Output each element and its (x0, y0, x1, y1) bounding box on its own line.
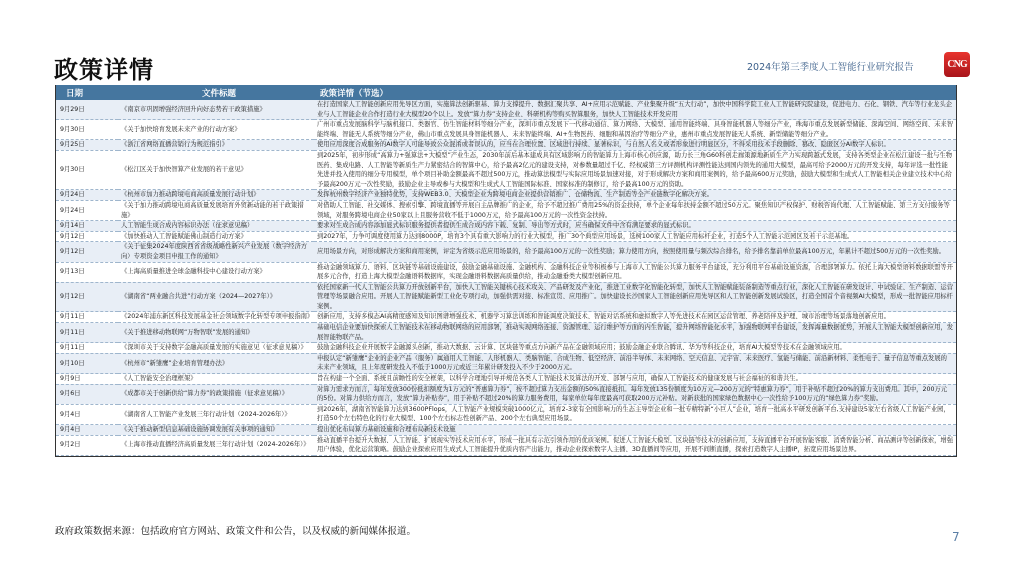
cell-date: 9月13日 (56, 262, 118, 282)
cell-title: 《杭州市加力推动跨境电商高质量发展行动计划》 (118, 190, 314, 201)
table-row (56, 353, 956, 373)
table-row (56, 312, 956, 323)
report-title: 2024年第三季度人工智能行业研究报告 (747, 62, 914, 73)
cell-title: 《上海市推动直播经济高质量发展三年行动计划（2024-2026年）》 (118, 435, 314, 455)
cell-title: 《成都市关于创新供给“算力券”的政策措施（征求意见稿）》 (118, 384, 314, 404)
cell-detail: 对算力需求方而言，每年发放300份抵扣额度为1万元的“普惠算力券”，按不超过算力支出金额的50%直接抵扣。每年发放135份额度为10万元—200万元的“特惠算力券”，用于补贴不超过20%的算力支出费用。其中，200万元的5份。对算力供给方而言，发放“算力补贴券”，用于补贴不超过20%的算力服务费用，每家单位每年度最高可获取200万元补贴。对新获批的国家绿色数据中心一次性给予100万元的“绿色算力券”奖励。 (314, 384, 956, 404)
cell-date: 9月12日 (56, 231, 118, 242)
cell-title: 《关于推进移动物联网“万物智联”发展的通知》 (118, 323, 314, 343)
cell-title: 《湖南省“两业融合共进”行动方案（2024—2027年）》 (118, 282, 314, 312)
table-row (56, 374, 956, 385)
cell-date: 9月24日 (56, 190, 118, 201)
page-number: 7 (952, 530, 960, 544)
cell-title: 《关于推动新型信息基础设施协调发展有关事项的通知》 (118, 425, 314, 436)
cell-date: 9月25日 (56, 140, 118, 151)
cell-date: 9月11日 (56, 312, 118, 323)
cell-detail: 申报认定“新雏鹰”企业的企业产品（服务）属通用人工智能、人形机器人、类脑智能、合成生物、低空经济、前沿半导体、未来网络、空天信息、元宇宙、未来医疗、氢能与储能、前沿新材料、柔性电子、量子信息等重点发展的未来产业领域，且上年度研发投入不低于1000万元或近三年累计研发投入不少于2000万元。 (314, 353, 956, 373)
policy-table (55, 85, 957, 457)
cell-detail: 应用场景方向，对形成解决方案和商用案例，评定为省级示范应用场景的，给予最高100万元的一次性奖励；算力使用方向，按照使用量与频次综合排名，给予排名靠前单位最高100万元，年累计不超过500万元的一次性奖励。 (314, 242, 956, 262)
cell-detail: 到2026年，湖南省智能算力达到3600PFlops，人工智能产业规模突破1000亿元，培育2-3家有全国影响力的生态主导型企业和一批专精特新“小巨人”企业，培育一批高水平研发创新平台,支持建设5家左右省级人工智能产业园，打造50个左右特色化的行业大模型、100个左右标志性创新产品、200个左右典型应用场景。 (314, 404, 956, 424)
column-header-title: 文件标题 (118, 85, 314, 100)
cell-date: 9月11日 (56, 343, 118, 354)
cell-date: 9月30日 (56, 150, 118, 189)
cell-date: 9月10日 (56, 353, 118, 373)
cell-title: 《湖南省人工智能产业发展三年行动计划（2024-2026年）》 (118, 404, 314, 424)
cell-detail: 提出优化布局算力基础设施和合理布局新技术设施 (314, 425, 956, 436)
cell-detail: 要求对生成合成内容添加显式标识服务提供者提供生成合成内容下载、复制、导出等方式时，应当确保文件中含有满足要求的显式标识。 (314, 221, 956, 232)
table-row (56, 323, 956, 343)
cell-title: 《深圳市关于支持数字金融高质量发展的实施意见（征求意见稿）》 (118, 343, 314, 354)
cell-detail: 基础电信企业要加快探索人工智能技术在移动物联网络的应用部署，推动实现网络连接、资源管理、运行维护等方面的内生智能，提升网络智能化水平，加强物联网平台建设，发挥海量数据优势，开展人工智能大模型创新应用，发展智能物联产品。 (314, 323, 956, 343)
cell-date: 9月12日 (56, 242, 118, 262)
cell-detail: 推动直播平台提升大数据、人工智能、扩展现实等技术应用水平，形成一批具有示范引领作用的优质案例。促进人工智能大模型、区块链等技术的创新应用，支持直播平台开展智能客服、消费智能分析、商品测评等创新探索，增强用户体验，优化运营策略。鼓励企业探索应用生成式人工智能提升优质内容产出能力，推动企业探索数字人主播、3D直播间等应用，开展不间断直播，探索打造数字人主播IP，拓宽应用场景边界。 (314, 435, 956, 455)
table-row (56, 140, 956, 151)
table-row (56, 120, 956, 140)
cell-date: 9月9日 (56, 374, 118, 385)
cell-date: 9月2日 (56, 435, 118, 455)
column-header-detail: 政策详情（节选） (314, 85, 956, 100)
cell-title: 《浙江省网络直播营销行为规范指引》 (118, 140, 314, 151)
cell-detail: 到2025年，初步形成“高算力+强算法+大模型”产业生态，2030年前后基本建成具有区域影响力的智能算力上海市核心供应源，助力长三角G60科创走廊策源地新质生产力实现跨越式发展，支持各类型企业在松江建设一批与生物医药、集成电路、人工智能等新质生产力紧密结合的智算中心，给予最高2亿元的建设支持，对参数量超过千亿、经权威第三方评测机构评测性能达到国内领先的通用大模型，最高可给予2000万元的开发支持，每年评选一批性能先进并投入使用的细分专用模型，单个项目补助金额最高不超过500万元，推动算法模型与实际应用场景加速对接，对于形成解决方案和商用案例的，给予最高600万元奖励，鼓励大模型和生成式人工智能相关企业建立技术中心给予最高200万元一次性奖励，鼓励企业主导或参与大模型和生成式人工智能国际标准、国家标准的制修订，给予最高100万元的资助。 (314, 150, 956, 189)
table-row (56, 262, 956, 282)
table-row (56, 282, 956, 312)
table-row (56, 242, 956, 262)
table-body (56, 100, 956, 455)
table-row (56, 221, 956, 232)
cell-detail: 推动金融领域算力、语料、区块链等基础设施建设，鼓励金融基础设施、金融机构、金融科技企业等积极参与上海市人工智能公共算力服务平台建设，充分利用平台基础设施资源，合理部署算力。依托上海大模型语料数据联盟等开展多元合作，打造上海大模型金融语料数据库，实现金融语料数据高质量供给，推动金融垂类大模型创新应用。 (314, 262, 956, 282)
table-row (56, 435, 956, 455)
cell-title: 人工智能生成合成内容标识办法（征求意见稿） (118, 221, 314, 232)
table-row (56, 425, 956, 436)
cell-title: 《上海高质量推进全球金融科技中心建设行动方案》 (118, 262, 314, 282)
table-row (56, 200, 956, 220)
table-row (56, 231, 956, 242)
cell-detail: 到2027年，力争可调度使用算力达到8000P，培育3个具有重大影响力的行业大模型，推广30个典型应用场景，选树100家人工智能应用标杆企业，打造5个人工智能示范园区及若干示范基地。 (314, 231, 956, 242)
cell-title: 《关于加力推动跨境电商高质量发展培育外贸新动能的若干政策措施》 (118, 200, 314, 220)
cell-detail: 在打造国家人工智能创新应用先导区方面，实施算法创新驱基、算力支撑提升、数据汇聚共享、AI+应用示范赋能、产业集聚升级“五大行动”，加快中国科学院工业人工智能研究院建设，促进电力、石化、钢铁、汽车等行业龙头企业与人工智能企业合作打造行业大模型20个以上。发放“算力券”支持企业、科研机构等购买智算服务，加快人工智能技术开发应用 (314, 100, 956, 120)
cell-date: 9月14日 (56, 221, 118, 232)
cng-logo: CNG (944, 52, 970, 77)
cell-detail: 创新应用，支持多模态AI高精度感知及知识图谱增强技术、机器学习算法训练和智能调度决策技术、智能对话系统和虚拟数字人等先进技术在园区运营管理、养老陪伴及护理、城市治理等场景落地创新应用。 (314, 312, 956, 323)
table-header-row (56, 85, 956, 100)
cell-detail: 对借助人工智能、社交媒体、搜索引擎、跨境直播等开展自主品牌推广的企业，给予不超过推广费用25%的资金扶持，单个企业每年扶持金额不超过50万元。聚焦知识产权保护、财税咨询代理、人工智能赋能、第三方支付服务等领域，对服务跨境电商企业50家以上且服务营收不低于1000万元，给予最高100万元的一次性资金扶持。 (314, 200, 956, 220)
cell-date: 9月30日 (56, 120, 118, 140)
cell-title: 《杭州市“新雏鹰”企业培育管理办法》 (118, 353, 314, 373)
cell-detail: 旨在构建一个全面、系统且前瞻性的安全框架，以科学合理地引导并规范各类人工智能技术及算法的开发、部署与应用，确保人工智能技术的健康发展与社会福祉的和谐共生。 (314, 374, 956, 385)
cell-date: 9月4日 (56, 404, 118, 424)
table-row (56, 404, 956, 424)
cell-date: 9月6日 (56, 384, 118, 404)
cell-detail: 依托国家新一代人工智能公共算力开放创新平台，加快人工智能关键核心技术攻关、产品研发及产业化，推进工业数字化智能化转型，加快人工智能赋能装备制造等重点行业，深化人工智能在研发设计、中试验证、生产制造、运营管理等场景融合应用。开展人工智能赋能新型工业化专项行动，加强供需对接、标准宣贯、应用推广。加快建设长沙国家人工智能创新应用先导区和人工智能创新发展试验区，打造全国首个音视频AI大模型，形成一批智能应用标杆案例。 (314, 282, 956, 312)
cell-title: 《加快推动人工智能赋能佛山制造行动方案》 (118, 231, 314, 242)
cell-date: 9月29日 (56, 100, 118, 120)
cell-title: 《2024年浦东新区科技发展基金社会领域数字化转型专项申报指南》 (118, 312, 314, 323)
cell-title: 《南京市巩固增强经济回升向好态势若干政策措施》 (118, 100, 314, 120)
column-header-date: 日期 (56, 85, 118, 100)
cell-detail: 发挥杭州数字经济产业独特优势，支持WEB3.0、大模型企业为跨境电商企业提供营销推广、仓储物流、生产制造等全产业链数字化解决方案。 (314, 190, 956, 201)
cell-date: 9月11日 (56, 323, 118, 343)
cell-detail: 鼓励金融科技企业开展数字金融源头创新，推动大数据、云计算、区块链等重点方向新产品在金融领域应用；鼓励金融企业联合腾讯、华为等科技企业，培育AI大模型等技术在金融领域应用。 (314, 343, 956, 354)
table-row (56, 384, 956, 404)
cell-date: 9月4日 (56, 425, 118, 436)
cell-detail: 使用应用深度合成服务的AI数字人可能导致公众混淆或者误认的，应当在合理位置、区域进行持续、显著标识，与自然人名义或者形象进行明显区分，不得采用技术手段删除、篡改、隐匿区分AI数字人标识。 (314, 140, 956, 151)
cell-detail: 广州市重点发展脑科学与脑机接口、类器官、仿生智能材料等细分产业，深圳市重点发展下一代移动通信、算力网络、大模型、通用智能终端、具身智能机器人等细分产业，珠海市重点发展新型储能、深海空间、网络空间、未来智能终端、智能无人系统等细分产业，佛山市重点发展具身智能机器人、未来智能终端、AI+生物医药、细胞和基因治疗等细分产业，惠州市重点发展智能无人系统、新型储能等细分产业。 (314, 120, 956, 140)
cell-title: 《关于征集2024年度陕西省省级战略性新兴产业发展（数字经济方向）专项资金项目申报工作的通知》 (118, 242, 314, 262)
cell-title: 《关于加快培育发展未来产业的行动方案》 (118, 120, 314, 140)
table-row (56, 100, 956, 120)
page-title: 政策详情 (54, 56, 154, 84)
cell-title: 《松江区关于加快智算产业发展的若干意见》 (118, 150, 314, 189)
table-row (56, 343, 956, 354)
table-row (56, 190, 956, 201)
source-note: 政府政策数据来源：包括政府官方网站、政策文件和公告，以及权威的新闻媒体报道。 (55, 526, 417, 537)
cell-title: 《人工智能安全治理框架》 (118, 374, 314, 385)
cell-date: 9月24日 (56, 200, 118, 220)
cell-date: 9月12日 (56, 282, 118, 312)
table-row (56, 150, 956, 189)
